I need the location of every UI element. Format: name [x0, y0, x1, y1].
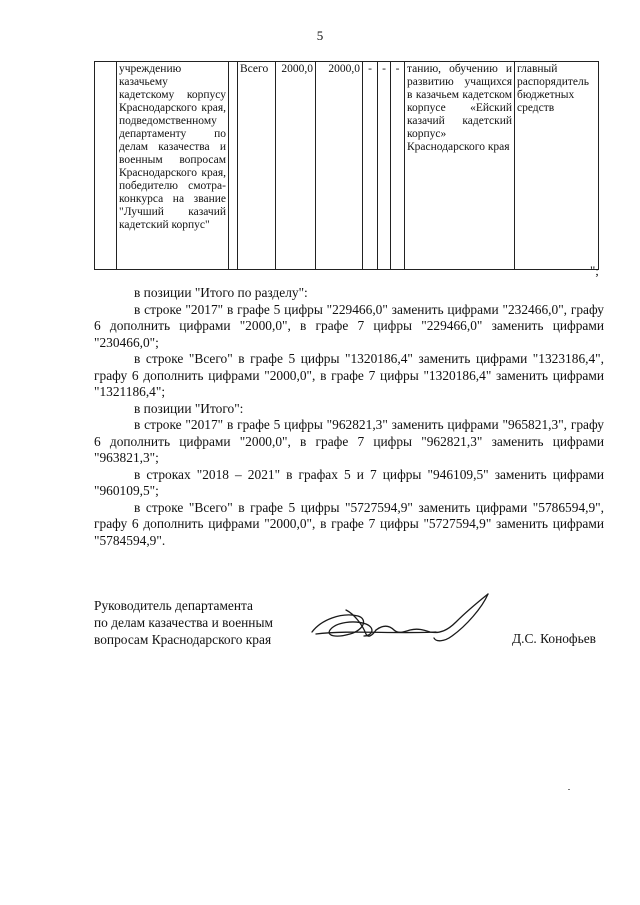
signer-line: Руководитель департамента: [94, 598, 253, 613]
paragraph: в строке "Всего" в графе 5 цифры "1320186,4" заменить цифрами "1323186,4", графу 6 дополнить цифрами "2000,0", в графе 7 цифры "1320186,4" заменить цифрами "1321186,4";: [94, 351, 604, 399]
cell-col6: 2000,0: [316, 62, 363, 270]
cell-col7: -: [363, 62, 378, 270]
amendment-text: [94, 285, 604, 549]
signer-name: Д.С. Конофьев: [512, 631, 596, 646]
cell-col9: -: [391, 62, 405, 270]
paragraph: в строке "2017" в графе 5 цифры "962821,3" заменить цифрами "965821,3", графу 6 дополнить цифрами "2000,0", в графе 7 цифры "962821,3" заменить цифрами "963821,3";: [94, 417, 604, 465]
paragraph: в позиции "Итого по разделу":: [134, 285, 308, 300]
cell-empty: [229, 62, 238, 270]
cell-total: 2000,0: [276, 62, 316, 270]
budget-table: [94, 61, 599, 270]
paragraph: в позиции "Итого":: [134, 400, 244, 416]
cell-result: танию, обучению и развитию учащихся в казачьем кадетском корпусе «Ейский казачий кадетский корпус» Краснодарского края: [405, 62, 515, 270]
signature-image: [306, 590, 496, 650]
signer-title: [94, 597, 273, 648]
paragraph: в строках "2018 – 2021" в графах 5 и 7 цифры "946109,5" заменить цифрами "960109,5";: [94, 466, 604, 498]
scan-speck: [568, 789, 570, 790]
paragraph: в строке "2017" в графе 5 цифры "229466,0" заменить цифрами "232466,0", графу 6 дополнить цифрами "2000,0", в графе 7 цифры "229466,0" заменить цифрами "230466,0";: [94, 301, 604, 350]
signer-line: по делам казачества и военным: [94, 615, 273, 630]
page-number: 5: [316, 28, 324, 43]
cell-description: учреждению казачьему кадетскому корпусу Краснодарского края, подведомственному департаменту по делам казачества и военным вопросам Краснодарского края, победителю смотра-конкурса на звание "Лучший казачий кадетский корпус": [117, 62, 229, 270]
paragraph: в строке "Всего" в графе 5 цифры "5727594,9" заменить цифрами "5786594,9", графу 6 дополнить цифрами "2000,0", в графе 7 цифры "5727594,9" заменить цифрами "5784594,9".: [94, 499, 604, 548]
cell-col8: -: [378, 62, 391, 270]
cell-number: [95, 62, 117, 270]
cell-administrator: главный распорядитель бюджетных средств: [515, 62, 599, 270]
table-row: [95, 62, 599, 270]
cell-period: Всего: [238, 62, 276, 270]
table-end-mark: ";: [590, 263, 599, 278]
signer-line: вопросам Краснодарского края: [94, 632, 272, 647]
